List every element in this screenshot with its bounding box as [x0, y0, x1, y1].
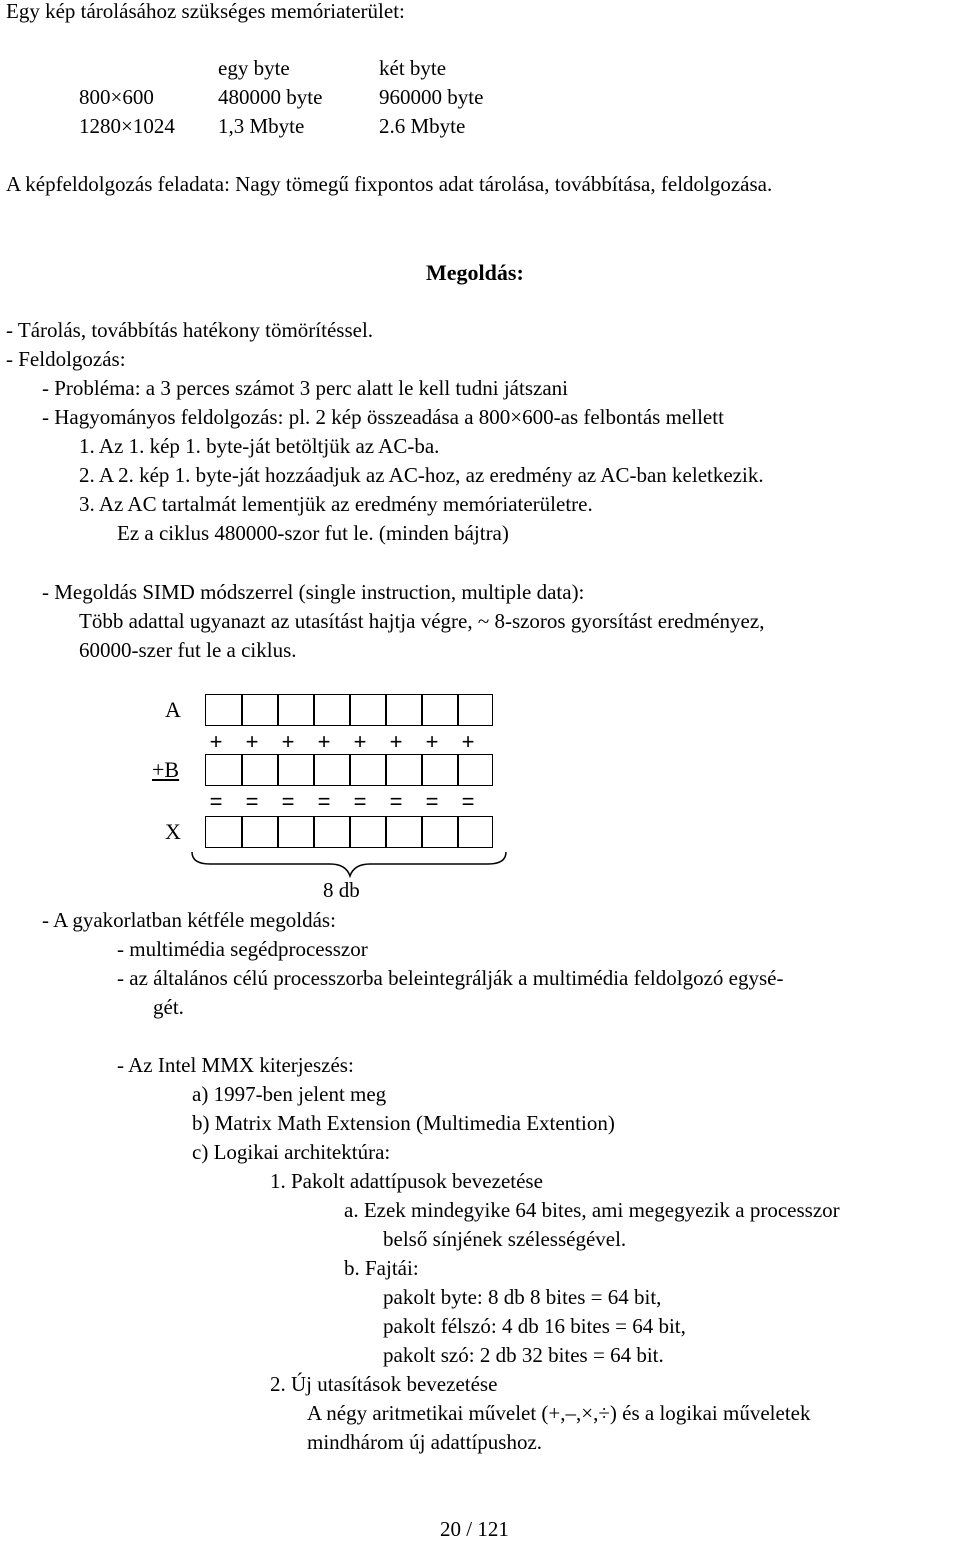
page-number: 20 / 121: [440, 1517, 509, 1541]
list-item: a. Ezek mindegyike 64 bites, ami megegyezik a processzor: [344, 1198, 840, 1222]
paragraph-line: A négy aritmetikai művelet (+,–,×,÷) és a logikai műveletek: [307, 1401, 811, 1425]
row-label-a: A: [165, 697, 181, 722]
list-item: - Az Intel MMX kiterjeszés:: [117, 1053, 354, 1077]
list-item: 1. Az 1. kép 1. byte-ját betöltjük az AC-ba.: [79, 434, 440, 458]
table-cell-two-byte: 960000 byte: [379, 85, 484, 109]
list-item: - Tárolás, továbbítás hatékony tömörítéssel.: [6, 318, 374, 342]
table-cell-resolution: 800×600: [79, 85, 154, 109]
brace-icon: [190, 850, 510, 880]
plus-operator: +: [389, 729, 403, 754]
list-item: 1. Pakolt adattípusok bevezetése: [270, 1169, 543, 1193]
list-item: pakolt szó: 2 db 32 bites = 64 bit.: [383, 1343, 664, 1367]
register-b: [205, 754, 493, 786]
list-item: Ez a ciklus 480000-szor fut le. (minden bájtra): [117, 521, 509, 545]
equals-operator: =: [353, 789, 367, 814]
table-cell-one-byte: 1,3 Mbyte: [218, 114, 305, 138]
list-item: - multimédia segédprocesszor: [117, 937, 368, 961]
list-item: 2. Új utasítások bevezetése: [270, 1372, 498, 1396]
count-label: 8 db: [323, 878, 360, 902]
plus-operator: +: [281, 729, 295, 754]
list-item: b. Fajtái:: [344, 1256, 419, 1280]
list-item: 2. A 2. kép 1. byte-ját hozzáadjuk az AC-hoz, az eredmény az AC-ban keletkezik.: [79, 463, 764, 487]
list-item-continuation: belső sínjének szélességével.: [383, 1227, 627, 1251]
intro-text: Egy kép tárolásához szükséges memóriaterület:: [6, 0, 405, 23]
solution-heading: Megoldás:: [426, 260, 524, 285]
table-cell-two-byte: 2.6 Mbyte: [379, 114, 466, 138]
plus-operator: +: [425, 729, 439, 754]
table-cell-resolution: 1280×1024: [79, 114, 175, 138]
plus-operator: +: [317, 729, 331, 754]
list-item: - Megoldás SIMD módszerrel (single instruction, multiple data):: [42, 580, 585, 604]
list-item: - A gyakorlatban kétféle megoldás:: [42, 908, 336, 932]
equals-operator: =: [245, 789, 259, 814]
list-item-continuation: gét.: [153, 995, 184, 1019]
plus-operator: +: [353, 729, 367, 754]
list-item: - Probléma: a 3 perces számot 3 perc alatt le kell tudni játszani: [42, 376, 568, 400]
table-cell-one-byte: 480000 byte: [218, 85, 323, 109]
list-item: - az általános célú processzorba beleintegrálják a multimédia feldolgozó egysé-: [117, 966, 784, 990]
task-text: A képfeldolgozás feladata: Nagy tömegű fixpontos adat tárolása, továbbítása, feldolgozása.: [6, 172, 773, 196]
equals-operator: =: [209, 789, 223, 814]
list-item: a) 1997-ben jelent meg: [192, 1082, 387, 1106]
row-label-x: X: [165, 819, 181, 844]
list-item: 3. Az AC tartalmát lementjük az eredmény memóriaterületre.: [79, 492, 593, 516]
plus-operator: +: [245, 729, 259, 754]
equals-operator: =: [461, 789, 475, 814]
list-item: pakolt byte: 8 db 8 bites = 64 bit,: [383, 1285, 662, 1309]
plus-operator: +: [209, 729, 223, 754]
list-item: b) Matrix Math Extension (Multimedia Extention): [192, 1111, 615, 1135]
equals-operator: =: [389, 789, 403, 814]
equals-operator: =: [425, 789, 439, 814]
register-x: [205, 816, 493, 848]
list-item: - Feldolgozás:: [6, 347, 126, 371]
table-header-two-byte: két byte: [379, 56, 447, 80]
plus-operator: +: [461, 729, 475, 754]
paragraph-line: Több adattal ugyanazt az utasítást hajtja végre, ~ 8-szoros gyorsítást eredményez,: [79, 609, 765, 633]
list-item: c) Logikai architektúra:: [192, 1140, 391, 1164]
paragraph-line: 60000-szer fut le a ciklus.: [79, 638, 297, 662]
register-a: [205, 694, 493, 726]
list-item: - Hagyományos feldolgozás: pl. 2 kép összeadása a 800×600-as felbontás mellett: [42, 405, 724, 429]
equals-operator: =: [281, 789, 295, 814]
paragraph-line: mindhárom új adattípushoz.: [307, 1430, 543, 1454]
table-header-one-byte: egy byte: [218, 56, 290, 80]
list-item: pakolt félszó: 4 db 16 bites = 64 bit,: [383, 1314, 686, 1338]
equals-operator: =: [317, 789, 331, 814]
row-label-b: +B: [152, 757, 180, 782]
